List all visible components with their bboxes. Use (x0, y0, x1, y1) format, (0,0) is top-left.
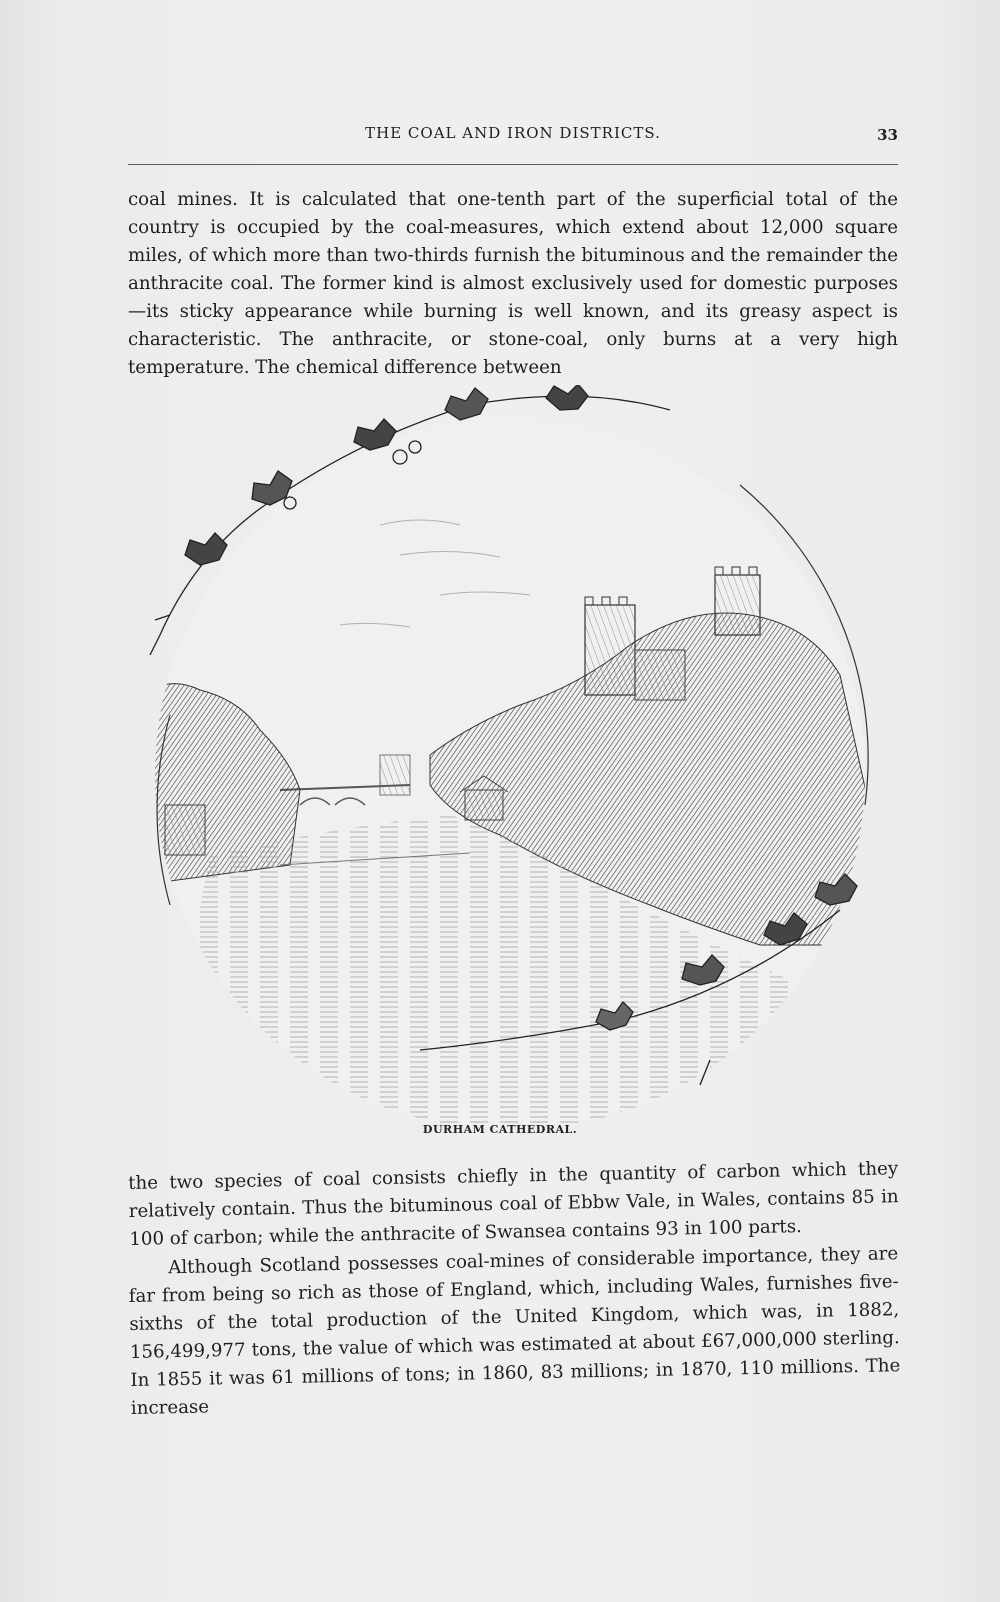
page-number: 33 (877, 126, 898, 144)
header-rule (128, 164, 898, 165)
running-title: THE COAL AND IRON DISTRICTS. (365, 124, 661, 142)
paragraph-1: coal mines. It is calculated that one-tenth part of the superficial total of the country is occupied by the coal-measures, which extend about 12,000 square miles, of which more than two-thirds furnish the bituminous and the remainder the anthracite coal. The former kind is almost exclusively used for domestic purposes—its sticky appearance while burning is well known, and its greasy aspect is characteristic. The anthracite, or stone-coal, only burns at a very high temperature. The chemical difference between (128, 189, 898, 378)
figure-caption: DURHAM CATHEDRAL. (422, 1123, 578, 1136)
paragraph-3: Although Scotland possesses coal-mines of considerable importance, they are far from being so rich as those of England, which, including Wales, furnishes five-sixths of the total production of the United Kingdom, which was, in 1882, 156,499,977 tons, the value of which was estimated at about £67,000,000 sterling. In 1855 it was 61 millions of tons; in 1860, 83 millions; in 1870, 110 millions. The increase (128, 1243, 901, 1419)
durham-cathedral-engraving (140, 385, 900, 1125)
paragraph-2: the two species of coal consists chiefly in the quantity of carbon which they relatively contain. Thus the bituminous coal of Ebbw Vale, in Wales, contains 85 in 100 of carbon; while the anthracite of Swansea contains 93 in 100 parts. (128, 1158, 899, 1250)
page-header (128, 124, 898, 148)
